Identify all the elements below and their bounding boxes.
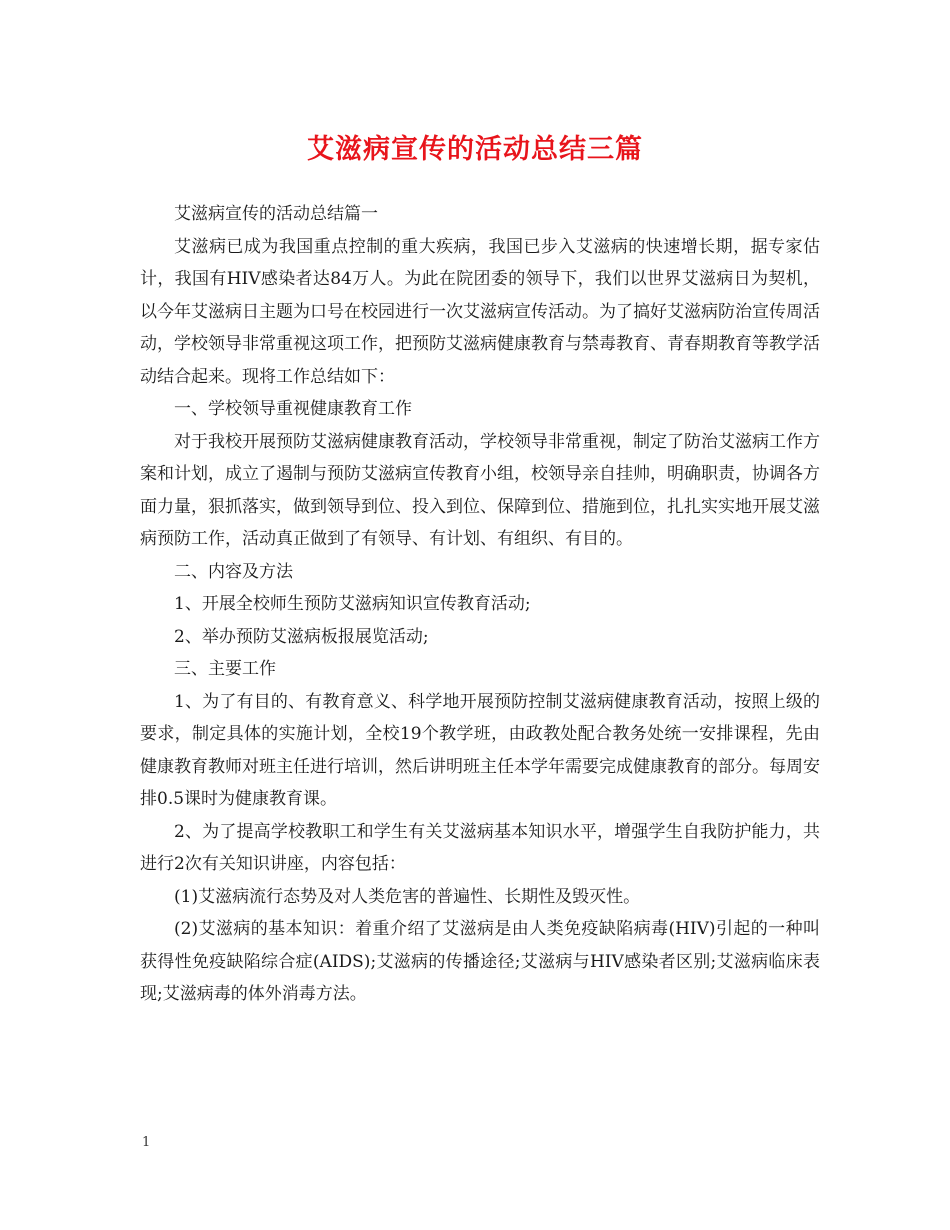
body-paragraph: 1、为了有目的、有教育意义、科学地开展预防控制艾滋病健康教育活动，按照上级的要求，制定具体的实施计划，全校19个教学班，由政教处配合教务处统一安排课程，先由健康教育教师对班主任进行培训，然后讲明班主任本学年需要完成健康教育的部分。每周安排0.5课时为健康教育课。 (140, 691, 820, 809)
document-body (140, 198, 820, 1011)
body-paragraph: 对于我校开展预防艾滋病健康教育活动，学校领导非常重视，制定了防治艾滋病工作方案和计划，成立了遏制与预防艾滋病宣传教育小组，校领导亲自挂帅，明确职责，协调各方面力量，狠抓落实，做到领导到位、投入到位、保障到位、措施到位，扎扎实实地开展艾滋病预防工作，活动真正做到了有领导、有计划、有组织、有目的。 (140, 431, 820, 549)
list-item: (1)艾滋病流行态势及对人类危害的普遍性、长期性及毁灭性。 (174, 886, 641, 907)
body-paragraph: 2、为了提高学校教职工和学生有关艾滋病基本知识水平，增强学生自我防护能力，共进行2次有关知识讲座，内容包括： (140, 821, 820, 874)
list-item: 1、开展全校师生预防艾滋病知识宣传教育活动; (174, 594, 531, 614)
list-item: 2、举办预防艾滋病板报展览活动; (174, 626, 429, 647)
list-item: (2)艾滋病的基本知识：着重介绍了艾滋病是由人类免疫缺陷病毒(HIV)引起的一种叫获得性免疫缺陷综合症(AIDS);艾滋病的传播途径;艾滋病与HIV感染者区别;艾滋病临床表现;艾滋病毒的体外消毒方法。 (140, 919, 820, 1004)
body-paragraph: 艾滋病已成为我国重点控制的重大疾病，我国已步入艾滋病的快速增长期，据专家估计，我国有HIV感染者达84万人。为此在院团委的领导下，我们以世界艾滋病日为契机，以今年艾滋病日主题为口号在校园进行一次艾滋病宣传活动。为了搞好艾滋病防治宣传周活动，学校领导非常重视这项工作，把预防艾滋病健康教育与禁毒教育、青春期教育等教学活动结合起来。现将工作总结如下： (140, 236, 820, 387)
section-heading: 三、主要工作 (174, 659, 276, 679)
page-number: 1 (142, 1135, 151, 1150)
section-heading: 艾滋病宣传的活动总结篇一 (174, 204, 378, 224)
section-heading: 二、内容及方法 (174, 561, 293, 582)
document-title: 艾滋病宣传的活动总结三篇 (307, 134, 643, 165)
section-heading: 一、学校领导重视健康教育工作 (174, 399, 412, 419)
